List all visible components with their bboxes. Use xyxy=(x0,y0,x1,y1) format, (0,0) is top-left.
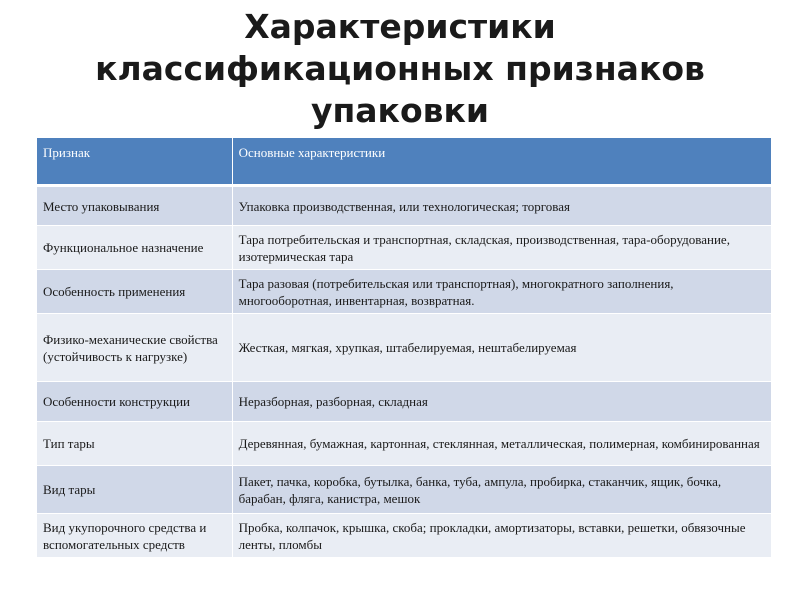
feature-cell: Особенности конструкции xyxy=(37,382,233,422)
slide-title-line-2: классификационных признаков xyxy=(95,49,705,88)
feature-cell: Вид тары xyxy=(37,466,233,514)
feature-cell: Вид укупорочного средства и вспомогательных средств xyxy=(37,514,233,558)
table-header-row xyxy=(37,138,772,187)
description-cell: Упаковка производственная, или технологическая; торговая xyxy=(233,187,772,226)
classification-table xyxy=(37,138,772,558)
header-feature: Признак xyxy=(37,138,233,187)
feature-cell: Физико-механические свойства (устойчивость к нагрузке) xyxy=(37,314,233,382)
table-row xyxy=(37,382,772,422)
description-cell: Тара потребительская и транспортная, складская, производственная, тара-оборудование, изотермическая тара xyxy=(233,226,772,270)
description-cell: Тара разовая (потребительская или транспортная), многократного заполнения, многооборотная, инвентарная, возвратная. xyxy=(233,270,772,314)
slide-title-line-3: упаковки xyxy=(310,91,490,130)
description-cell: Пробка, колпачок, крышка, скоба; прокладки, амортизаторы, вставки, решетки, обвязочные ленты, пломбы xyxy=(233,514,772,558)
header-characteristics: Основные характеристики xyxy=(233,138,772,187)
slide-title-line-1: Характеристики xyxy=(244,7,556,46)
table-row xyxy=(37,226,772,270)
feature-cell: Функциональное назначение xyxy=(37,226,233,270)
description-cell: Пакет, пачка, коробка, бутылка, банка, туба, ампула, пробирка, стаканчик, ящик, бочка, барабан, фляга, канистра, мешок xyxy=(233,466,772,514)
table-row xyxy=(37,422,772,466)
table-row xyxy=(37,314,772,382)
table-row xyxy=(37,466,772,514)
slide-title xyxy=(0,6,800,132)
feature-cell: Место упаковывания xyxy=(37,187,233,226)
description-cell: Жесткая, мягкая, хрупкая, штабелируемая, нештабелируемая xyxy=(233,314,772,382)
table-row xyxy=(37,270,772,314)
description-cell: Неразборная, разборная, складная xyxy=(233,382,772,422)
feature-cell: Особенность применения xyxy=(37,270,233,314)
feature-cell: Тип тары xyxy=(37,422,233,466)
table-row xyxy=(37,187,772,226)
description-cell: Деревянная, бумажная, картонная, стеклянная, металлическая, полимерная, комбинированная xyxy=(233,422,772,466)
table-row xyxy=(37,514,772,558)
